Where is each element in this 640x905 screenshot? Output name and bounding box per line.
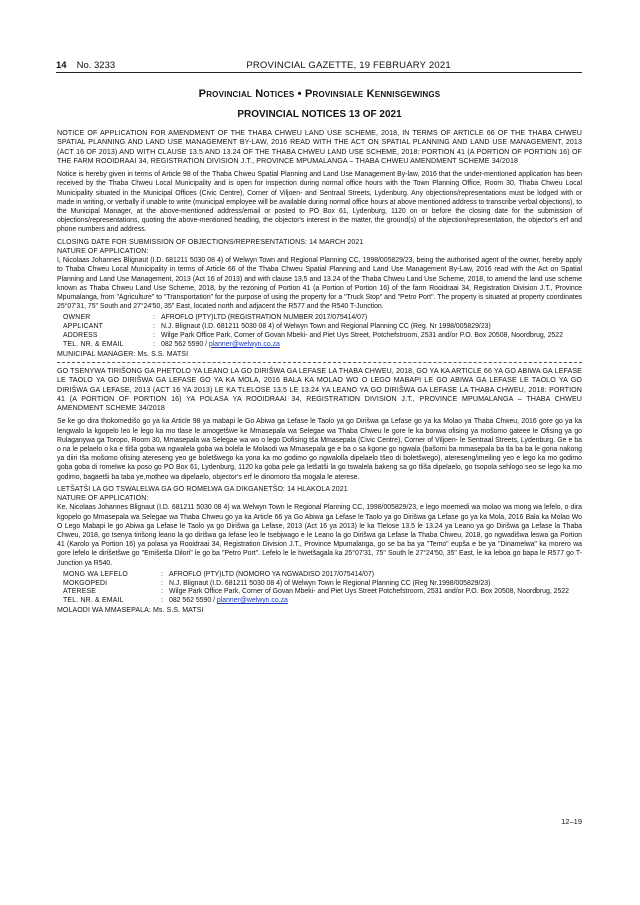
detail-value: N.J. Blignaut (I.D. 681211 5030 08 4) of Welwyn Town and Regional Planning CC (Reg. Nr 1998/005829/23) <box>161 323 491 331</box>
detail-row-tel <box>57 597 582 606</box>
notice-title: PROVINCIAL NOTICES 13 OF 2021 <box>237 109 402 120</box>
header-rule <box>56 72 582 73</box>
detail-label: APPLICANT <box>63 323 104 331</box>
detail-value <box>161 341 582 350</box>
tel-number: 082 562 5590 / <box>169 597 217 605</box>
detail-colon: : <box>153 332 155 340</box>
tel-number: 082 562 5590 / <box>161 340 209 348</box>
detail-label: ADDRESS <box>63 332 98 340</box>
detail-colon: : <box>153 340 155 348</box>
detail-colon: : <box>161 579 163 587</box>
english-nature-label: NATURE OF APPLICATION: <box>57 247 149 255</box>
detail-value <box>169 597 582 606</box>
sepedi-nature-body: Ke, Nicolaas Johannes Blignaut (I.D. 681211 5030 08 4) wa Welwyn Town le Regional Planning CC, 1998/005829/23, e lego moemedi wa molao wa mong wa lefelo, o dira kgopelo go Mmasepala wa Selegae wa Thaba Chweu go ya ka Article 66 ya Go Abiwa ga Lefase le Taolo ya go Dirišwa ga Lefase go ya ka Mola, 2016 Bala ka Molao Wo O Lego Mabapi le go Abiwa ga Lefase le Taolo ya go Dirišwa ga Lefase, 2013 (Act 16 ya 2013) le ka Tlelose 13.5 le 13.24 ya Leano ya go Dirišwa ga Lefase la Thaba Chweu, 2018, go tsenya tirišong leano la go dirišwa ga lefase leo le tsebjwago e le Leano la go Dirišwa ga Lefase la Thaba Chweu, 2018, go ngwadišwa leswa ga Portion 41 (Karolo ya Portion 16) ya polasa ya Rooidraai 34, Registration Division J.T., Province Mpumalanga, go se ba ba ya "Temo" eupša e be ya "Dinamelwa" ka morero wa gore lefelo le dirišetšwe go "Emišetša Dilori" le go ba "Petro Port". Lefelo le le hwetšagala ka 25°07'31, 75" South le 27°24'50, 35" East, le ka leboa go bapa le R577 go T-Junction ya R540. <box>57 504 582 567</box>
sepedi-nature-label: NATURE OF APPLICATION: <box>57 495 149 503</box>
english-manager: MUNICIPAL MANAGER: Ms. S.S. MATSI <box>57 350 189 358</box>
page-header <box>56 60 582 71</box>
page-number: 14 <box>56 60 67 71</box>
sepedi-manager: MOLAODI WA MMASEPALA: Ms. S.S. MATSI <box>57 607 204 615</box>
english-details-table <box>57 314 582 349</box>
detail-label: MOKGOPEDI <box>63 579 108 587</box>
detail-value: Wilge Park Office Park, Corner of Govan Mbeki- and Piet Uys Street, Potchefstroom, 2531 and/or P.O. Box 20508, Noordbrug, 2522 <box>161 332 563 340</box>
detail-colon: : <box>161 570 163 578</box>
notice-content <box>57 88 582 615</box>
gazette-title: PROVINCIAL GAZETTE, 19 FEBRUARY 2021 <box>246 60 451 71</box>
detail-value: Wilge Park Office Park, Corner of Govan Mbeki- and Piet Uys Street Potchefstroom, 2531 and/or P.O. Box 20508, Noordbrug, 2522 <box>169 588 569 596</box>
detail-label: TEL. NR. & EMAIL <box>63 340 124 348</box>
detail-row-owner <box>57 571 582 580</box>
sepedi-body: Se ke go dira thokomedišo go ya ka Article 98 ya mabapi le Go Abiwa ga Lefase le Taolo ya go Dirišwa ga Lefase go ya ka Molao ya Thaba Chweu, 2016 gore go ya ka lengwalo la kgopelo leo le lego ka mo tlase le amogetšwe ke Mmasepala wa Selegae wa Thaba Chweu le gore le ka bonwa ofising ya mošomo gateee le Ofising ya go Rulaganywa ga Toropo, Room 30, Mmasepala wa Selegae wa wo o lego Dofising tša Mmasepala (Civic Centre), Corner of Viljoen- le Sentraal Streets, Lydenburg. Ge e ba o na le pelaelo o ka e tliša goba wa ngwalela goba wa bolela le Molaodi wa Mmasepala ge e ba o sa kgone go ngwala (bašomi ba mmasepala ba tla ba ba le gona nakong ya diiri tša mošomo ofising atereseng yeo ge boletšwego ka yona ka mo godimo go ngwalolla dipelaelo tšeo di boletšwego), atereseng/imeiling yeo e lego ka mo godimo goba goba di romelwe ka poso go PO Box 61, Lydenburg, 1120 ka goba pele ga letšatši la go tswalela bakeng sa go tliša dipelaelo, go tsopola sehlogo seo se lego ka mo godimo, bagaetši ba taba ye,motheo wa dipelaelo, objector's erf le dinomoro tša mogala le aterese. <box>57 418 582 481</box>
email-link[interactable]: planner@welwyn.co.za <box>208 340 280 348</box>
detail-value: N.J. Blignaut (I.D. 681211 5030 08 4) of Welwyn Town le Regional Planning CC (Reg Nr.1998/005829/23) <box>169 579 491 587</box>
issue-number: No. 3233 <box>76 60 116 71</box>
detail-value: AFROFLO (PTY)LTD (NOMORO YA NGWADISO 2017/075414/07) <box>169 570 374 578</box>
english-body: Notice is hereby given in terms of Article 98 of the Thaba Chweu Spatial Planning and Land Use Management By-law, 2016 that the under-mentioned application has been received by the Thaba Chweu Local Municipality and is open for inspection during normal office hours with the Town Planning Office, Room 30, Thaba Chweu Local Municipality situated in the Municipal Offices (Civic Centre), Corner of Viljoen- and Sentraal Streets, Lydenburg. Any objections/representations must be lodged with or made in writing, or verbally if unable to write (municipal employee will be available during normal office hours at above mentioned address to transcribe verbal objections), to the Municipal Manager, at the above-mentioned address/email or posted to PO Box 61, Lydenburg, 1120 on or before the closing date for the submission of objections/representations, quoting the above-mentioned heading, the objector's interest in the matter, the ground(s) of the objection/representation, the objector's erf and phone numbers and address. <box>57 171 582 234</box>
detail-label: MONG WA LEFELO <box>63 570 128 578</box>
language-separator <box>57 362 582 363</box>
detail-label: TEL. NR. & EMAIL <box>63 597 124 605</box>
detail-label: OWNER <box>63 314 91 322</box>
detail-row-applicant <box>57 580 582 589</box>
email-link[interactable]: planner@welwyn.co.za <box>216 597 288 605</box>
detail-row-address <box>57 332 582 341</box>
detail-row-applicant <box>57 323 582 332</box>
detail-colon: : <box>161 588 163 596</box>
detail-colon: : <box>153 323 155 331</box>
sepedi-details-table <box>57 571 582 606</box>
english-heading: NOTICE OF APPLICATION FOR AMENDMENT OF THE THABA CHWEU LAND USE SCHEME, 2018, IN TERMS OF ARTICLE 66 OF THE THABA CHWEU SPATIAL PLANNING AND LAND USE MANAGEMENT BY-LAW, 2016 READ WITH THE ACT ON SPATIAL PLANNING AND LAND USE MANAGEMENT, 2013 (ACT 16 OF 2013) AND WITH CLAUSE 13.5 AND 13.24 OF THE THABA CHWEU LAND USE SCHEME, 2018: PORTION 41 (A PORTION OF PORTION 16) OF THE FARM ROOIDRAAI 34, REGISTRATION DIVISION J.T., PROVINCE MPUMALANGA – THABA CHWEU AMENDMENT SCHEME 34/2018 <box>57 129 582 165</box>
english-nature-body: I, Nicolaas Johannes Blignaut (I.D. 681211 5030 08 4) of Welwyn Town and Regional Planning CC, 1998/005829/23, being the authorised agent of the owner, hereby apply to Thaba Chweu Local Municipality in terms of Article 66 of the Thaba Chweu Spatial Planning and Land Use Management By-Law, 2016 read with the Act on Spatial Planning and Land Use Management, 2013 (Act 16 of 2013) and with clause 13.5 and 13.24 of the Thaba Chweu Land Use Scheme, 2018, to amend the land use scheme known as Thaba Chweu Land Use Scheme, 2018, by the rezoning of Portion 41 (a Portion of Portion 16) of the farm Rooidraai 34, Registration Division J.T., Province Mpumalanga, from "Agriculture" to "Transportation" for the purpose of using the property for a "Truck Stop" and "Petro Port". The property is situated at property coordinates 25°07'31, 75" South and 27°24'50, 35" East, located north and adjacent the R577 and the R540 T-Junction. <box>57 257 582 311</box>
section-title: Provincial Notices • Provinsiale Kennisgewings <box>198 88 441 100</box>
detail-label: ATERESE <box>63 588 97 596</box>
detail-colon: : <box>161 597 163 605</box>
detail-row-tel <box>57 341 582 350</box>
sepedi-heading: GO TSENYWA TIRIŠONG GA PHETOLO YA LEANO LA GO DIRIŠWA GA LEFASE LA THABA CHWEU, 2018, GO YA KA ARTICLE 66 YA GO ABIWA GA LEFASE LE TAOLO YA GO DIRIŠWA GA LEFASE GO YA KA MOLA, 2016 BALA KA MOLAO WO O LEGO MABAPI LE GO ABIWA GA LEFASE LE TAOLO YA GO DIRIŠWA GA LEFASE, 2013 (ACT 16 YA 2013) LE KA TLELOSE 13.5 LE 13.24 YA LEANO YA GO DIRIŠWA GA LEFASE LA THABA CHWEU, 2018: PORTION 41 (A PORTION OF PORTION 16) YA POLASA YA ROOIDRAAI 34, REGISTRATION DIVISION J.T., PROVINCE MPUMALANGA – THABA CHWEU AMENDMENT SCHEME 34/2018 <box>57 366 582 413</box>
sepedi-closing-date: LETŠATŠI LA GO TSWALELWA GA GO ROMELWA GA DIKGANETŠO: 14 HLAKOLA 2021 <box>57 485 348 493</box>
detail-row-owner <box>57 314 582 323</box>
notice-reference: 12–19 <box>561 817 582 826</box>
english-closing-date: CLOSING DATE FOR SUBMISSION OF OBJECTIONS/REPRESENTATIONS: 14 MARCH 2021 <box>57 238 364 246</box>
detail-value: AFROFLO (PTY)LTD (REGISTRATION NUMBER 2017/075414/07) <box>161 314 368 322</box>
detail-colon: : <box>153 314 155 322</box>
detail-row-address <box>57 588 582 597</box>
